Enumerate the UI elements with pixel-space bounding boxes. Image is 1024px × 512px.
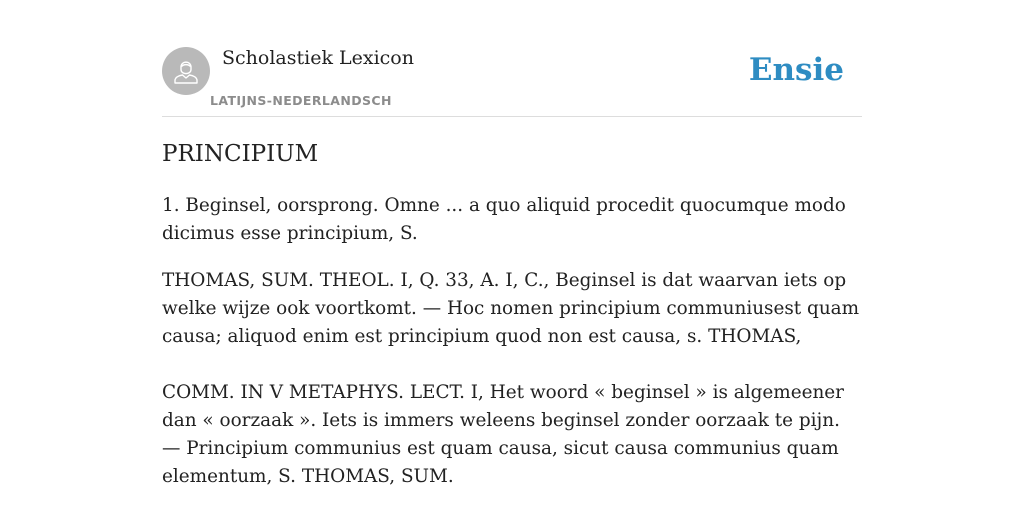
entry-paragraph: 1. Beginsel, oorsprong. Omne ... a quo aliquid procedit quocumque modo dicimus esse principium, S. (162, 195, 846, 244)
user-icon (162, 47, 210, 95)
entry-paragraph: COMM. IN V METAPHYS. LECT. I, Het woord « beginsel » is algemeener dan « oorzaak ». Iets is immers weleens beginsel zonder oorzaak te pijn. — Principium communius est quam causa, sicut causa communius quam elementum, S. THOMAS, SUM. (162, 382, 844, 487)
source-title[interactable]: Scholastiek Lexicon (222, 47, 414, 69)
source-header (162, 0, 862, 117)
brand-logo[interactable]: Ensie (748, 52, 844, 88)
entry-paragraph: THOMAS, SUM. THEOL. I, Q. 33, A. I, C., Beginsel is dat waarvan iets op welke wijze ook voortkomt. — Hoc nomen principium communiusest quam causa; aliquod enim est principium quod non est causa, s. THOMAS, (162, 270, 860, 347)
entry-term: PRINCIPIUM (162, 141, 319, 167)
source-subtitle: LATIJNS-NEDERLANDSCH (210, 93, 392, 108)
entry-content (162, 138, 862, 491)
